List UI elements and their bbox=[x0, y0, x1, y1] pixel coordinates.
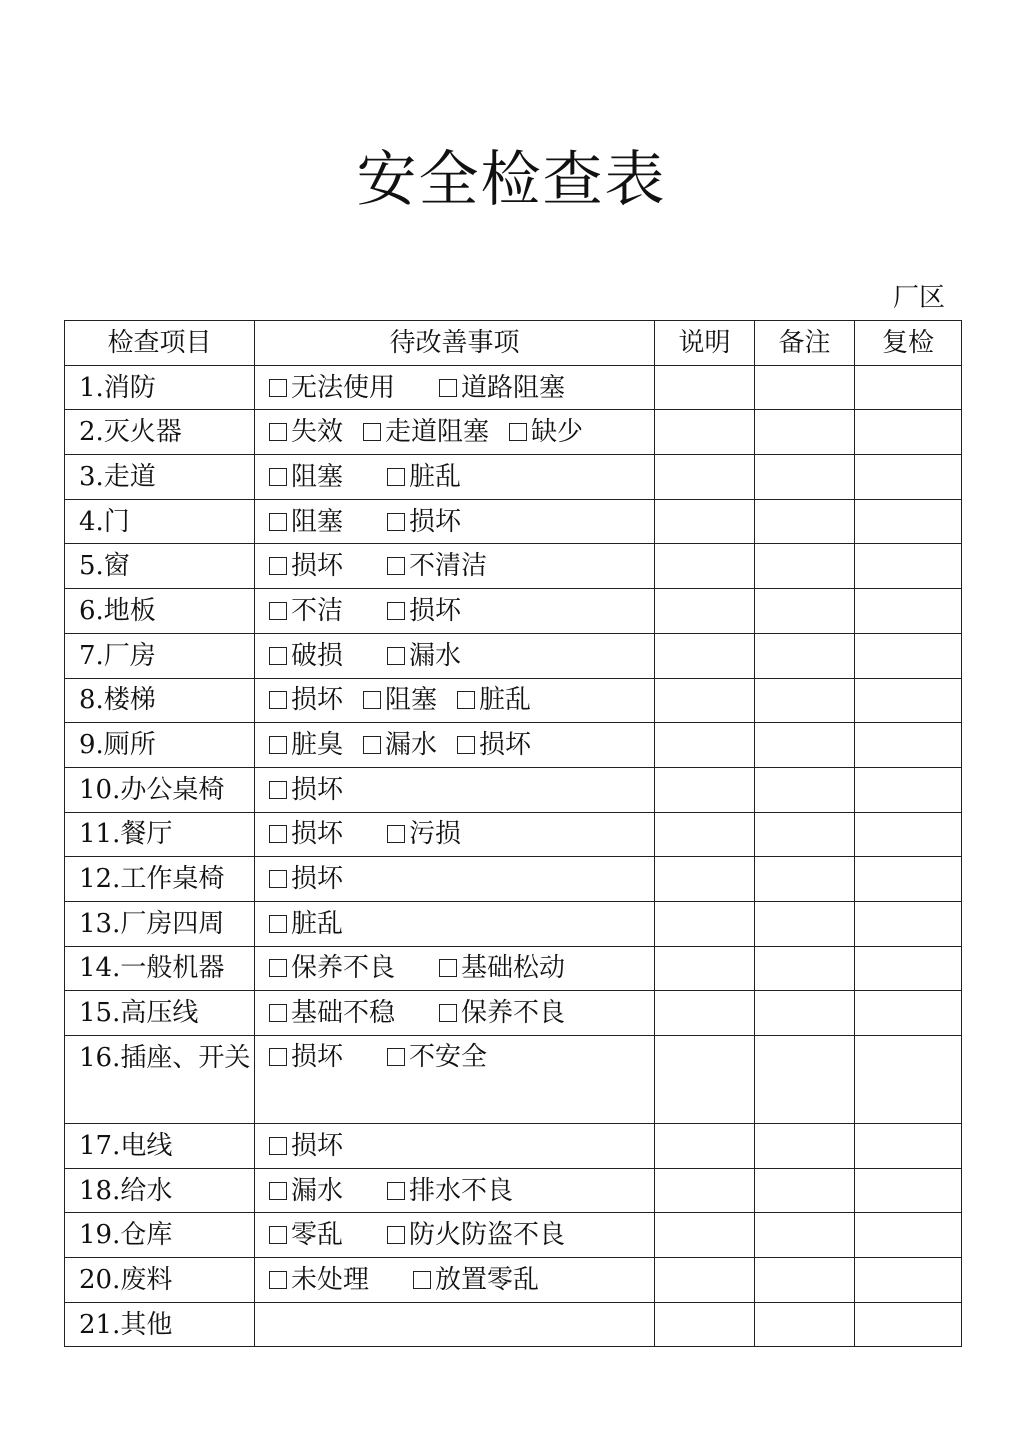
checkbox-icon[interactable] bbox=[269, 1137, 287, 1155]
issue-option[interactable] bbox=[457, 679, 531, 721]
issue-options bbox=[255, 723, 655, 768]
table-row bbox=[65, 857, 962, 902]
issue-option-label: 漏水 bbox=[409, 640, 462, 671]
description-cell[interactable] bbox=[655, 589, 755, 634]
description-cell[interactable] bbox=[655, 812, 755, 857]
check-item: 17.电线 bbox=[65, 1124, 255, 1169]
remarks-cell[interactable] bbox=[755, 991, 855, 1036]
recheck-cell[interactable] bbox=[855, 991, 962, 1036]
issue-option[interactable] bbox=[269, 1170, 343, 1212]
table-header-row bbox=[65, 321, 962, 366]
issue-options bbox=[255, 589, 655, 634]
description-cell[interactable] bbox=[655, 1258, 755, 1303]
remarks-cell[interactable] bbox=[755, 1258, 855, 1303]
issue-options bbox=[255, 633, 655, 678]
check-item: 3.走道 bbox=[65, 455, 255, 500]
checkbox-icon[interactable] bbox=[387, 825, 405, 843]
recheck-cell[interactable] bbox=[855, 1302, 962, 1347]
checkbox-icon[interactable] bbox=[269, 1271, 287, 1289]
issue-option[interactable] bbox=[269, 635, 343, 677]
issue-option[interactable] bbox=[269, 724, 343, 766]
remarks-cell[interactable] bbox=[755, 365, 855, 410]
check-item: 12.工作桌椅 bbox=[65, 857, 255, 902]
checkbox-icon[interactable] bbox=[439, 1004, 457, 1022]
checkbox-icon[interactable] bbox=[363, 736, 381, 754]
issue-option-label: 损坏 bbox=[291, 819, 344, 850]
description-cell[interactable] bbox=[655, 633, 755, 678]
area-label: 厂区 bbox=[892, 283, 945, 313]
check-item: 20.废料 bbox=[65, 1258, 255, 1303]
safety-check-table bbox=[64, 320, 962, 1347]
issue-option-label: 损坏 bbox=[409, 506, 462, 537]
description-cell[interactable] bbox=[655, 365, 755, 410]
issue-option-label: 零乱 bbox=[291, 1220, 344, 1251]
issue-options bbox=[255, 812, 655, 857]
table-body bbox=[65, 365, 962, 1347]
description-cell[interactable] bbox=[655, 1124, 755, 1169]
remarks-cell[interactable] bbox=[755, 857, 855, 902]
issue-options bbox=[255, 455, 655, 500]
header-remarks: 备注 bbox=[755, 321, 855, 366]
description-cell[interactable] bbox=[655, 1213, 755, 1258]
issue-options bbox=[255, 991, 655, 1036]
description-cell[interactable] bbox=[655, 499, 755, 544]
remarks-cell[interactable] bbox=[755, 946, 855, 991]
check-item: 14.一般机器 bbox=[65, 946, 255, 991]
remarks-cell[interactable] bbox=[755, 633, 855, 678]
table-row bbox=[65, 589, 962, 634]
checkbox-icon[interactable] bbox=[269, 379, 287, 397]
checkbox-icon[interactable] bbox=[413, 1271, 431, 1289]
checkbox-icon[interactable] bbox=[269, 825, 287, 843]
issue-option-label: 保养不良 bbox=[461, 998, 566, 1029]
check-item: 16.插座、开关 bbox=[65, 1036, 255, 1124]
issue-option[interactable] bbox=[457, 724, 531, 766]
issue-option-label: 损坏 bbox=[409, 595, 462, 626]
issue-option[interactable] bbox=[387, 590, 461, 632]
issue-option[interactable] bbox=[269, 992, 395, 1034]
header-issues: 待改善事项 bbox=[255, 321, 655, 366]
table-row bbox=[65, 499, 962, 544]
issue-option-label: 脏乱 bbox=[479, 685, 532, 716]
issue-option[interactable] bbox=[269, 1214, 343, 1256]
table-row bbox=[65, 544, 962, 589]
issue-option-label: 阻塞 bbox=[291, 506, 344, 537]
description-cell[interactable] bbox=[655, 544, 755, 589]
issue-option[interactable] bbox=[269, 456, 343, 498]
table-row bbox=[65, 812, 962, 857]
checkbox-icon[interactable] bbox=[269, 870, 287, 888]
table-row bbox=[65, 1036, 962, 1124]
remarks-cell[interactable] bbox=[755, 455, 855, 500]
checkbox-icon[interactable] bbox=[387, 1048, 405, 1066]
issue-option-label: 污损 bbox=[409, 819, 462, 850]
issue-option-label: 损坏 bbox=[479, 730, 532, 761]
checkbox-icon[interactable] bbox=[363, 691, 381, 709]
issue-option-label: 损坏 bbox=[291, 1130, 344, 1161]
issue-option-label: 保养不良 bbox=[291, 953, 396, 984]
checkbox-icon[interactable] bbox=[269, 1226, 287, 1244]
checkbox-icon[interactable] bbox=[269, 468, 287, 486]
remarks-cell[interactable] bbox=[755, 901, 855, 946]
issue-option[interactable] bbox=[363, 679, 437, 721]
issue-option-label: 阻塞 bbox=[385, 685, 438, 716]
check-item: 7.厂房 bbox=[65, 633, 255, 678]
issue-option-label: 不清洁 bbox=[409, 551, 488, 582]
remarks-cell[interactable] bbox=[755, 767, 855, 812]
remarks-cell[interactable] bbox=[755, 499, 855, 544]
issue-option[interactable] bbox=[439, 367, 565, 409]
checkbox-icon[interactable] bbox=[387, 468, 405, 486]
recheck-cell[interactable] bbox=[855, 812, 962, 857]
table-row bbox=[65, 1124, 962, 1169]
issue-option-label: 损坏 bbox=[291, 685, 344, 716]
issue-option-label: 漏水 bbox=[385, 730, 438, 761]
issue-option[interactable] bbox=[363, 724, 437, 766]
check-item: 11.餐厅 bbox=[65, 812, 255, 857]
checkbox-icon[interactable] bbox=[387, 602, 405, 620]
issue-option-label: 缺少 bbox=[531, 417, 584, 448]
remarks-cell[interactable] bbox=[755, 1168, 855, 1213]
issue-option[interactable] bbox=[387, 456, 461, 498]
issue-option-label: 放置零乱 bbox=[435, 1264, 540, 1295]
recheck-cell[interactable] bbox=[855, 1124, 962, 1169]
recheck-cell[interactable] bbox=[855, 499, 962, 544]
issue-options bbox=[255, 1302, 655, 1347]
recheck-cell[interactable] bbox=[855, 857, 962, 902]
table-row bbox=[65, 1213, 962, 1258]
issue-option-label: 脏乱 bbox=[409, 461, 462, 492]
check-item: 5.窗 bbox=[65, 544, 255, 589]
description-cell[interactable] bbox=[655, 991, 755, 1036]
recheck-cell[interactable] bbox=[855, 901, 962, 946]
checkbox-icon[interactable] bbox=[387, 513, 405, 531]
issue-option[interactable] bbox=[363, 411, 489, 453]
remarks-cell[interactable] bbox=[755, 1213, 855, 1258]
checkbox-icon[interactable] bbox=[509, 423, 527, 441]
issue-options bbox=[255, 946, 655, 991]
recheck-cell[interactable] bbox=[855, 678, 962, 723]
issue-option-label: 走道阻塞 bbox=[385, 417, 490, 448]
issue-option-label: 不洁 bbox=[291, 595, 344, 626]
recheck-cell[interactable] bbox=[855, 365, 962, 410]
checkbox-icon[interactable] bbox=[363, 423, 381, 441]
header-recheck: 复检 bbox=[855, 321, 962, 366]
remarks-cell[interactable] bbox=[755, 544, 855, 589]
issue-option-label: 损坏 bbox=[291, 551, 344, 582]
description-cell[interactable] bbox=[655, 857, 755, 902]
checkbox-icon[interactable] bbox=[387, 1226, 405, 1244]
issue-options bbox=[255, 857, 655, 902]
description-cell[interactable] bbox=[655, 767, 755, 812]
description-cell[interactable] bbox=[655, 946, 755, 991]
table-row bbox=[65, 767, 962, 812]
recheck-cell[interactable] bbox=[855, 767, 962, 812]
check-item: 19.仓库 bbox=[65, 1213, 255, 1258]
issue-option[interactable] bbox=[439, 992, 565, 1034]
issue-option-label: 破损 bbox=[291, 640, 344, 671]
issue-options bbox=[255, 678, 655, 723]
issue-options bbox=[255, 767, 655, 812]
check-item: 4.门 bbox=[65, 499, 255, 544]
checkbox-icon[interactable] bbox=[269, 736, 287, 754]
issue-options bbox=[255, 1213, 655, 1258]
issue-options bbox=[255, 901, 655, 946]
description-cell[interactable] bbox=[655, 455, 755, 500]
issue-option-label: 防火防盗不良 bbox=[409, 1220, 566, 1251]
description-cell[interactable] bbox=[655, 901, 755, 946]
recheck-cell[interactable] bbox=[855, 1168, 962, 1213]
checkbox-icon[interactable] bbox=[269, 423, 287, 441]
issue-option[interactable] bbox=[269, 858, 343, 900]
checkbox-icon[interactable] bbox=[387, 557, 405, 575]
checkbox-icon[interactable] bbox=[269, 1048, 287, 1066]
issue-options bbox=[255, 1168, 655, 1213]
issue-option-label: 基础不稳 bbox=[291, 998, 396, 1029]
description-cell[interactable] bbox=[655, 678, 755, 723]
issue-option-label: 阻塞 bbox=[291, 461, 344, 492]
description-cell[interactable] bbox=[655, 723, 755, 768]
check-item: 15.高压线 bbox=[65, 991, 255, 1036]
check-item: 1.消防 bbox=[65, 365, 255, 410]
checkbox-icon[interactable] bbox=[269, 781, 287, 799]
issue-option[interactable] bbox=[387, 635, 461, 677]
table-row bbox=[65, 901, 962, 946]
check-item: 13.厂房四周 bbox=[65, 901, 255, 946]
issue-option[interactable] bbox=[387, 1036, 487, 1078]
issue-option-label: 损坏 bbox=[291, 774, 344, 805]
check-item: 6.地板 bbox=[65, 589, 255, 634]
issue-option-label: 损坏 bbox=[291, 1042, 344, 1072]
description-cell[interactable] bbox=[655, 410, 755, 455]
issue-option[interactable] bbox=[269, 411, 343, 453]
remarks-cell[interactable] bbox=[755, 1124, 855, 1169]
checkbox-icon[interactable] bbox=[457, 691, 475, 709]
check-item: 2.灭火器 bbox=[65, 410, 255, 455]
issue-option[interactable] bbox=[509, 411, 583, 453]
checkbox-icon[interactable] bbox=[269, 915, 287, 933]
issue-option[interactable] bbox=[439, 947, 565, 989]
issue-option[interactable] bbox=[413, 1259, 539, 1301]
issue-options bbox=[255, 1258, 655, 1303]
checkbox-icon[interactable] bbox=[269, 959, 287, 977]
header-item: 检查项目 bbox=[65, 321, 255, 366]
recheck-cell[interactable] bbox=[855, 723, 962, 768]
issue-option[interactable] bbox=[269, 903, 343, 945]
recheck-cell[interactable] bbox=[855, 1258, 962, 1303]
remarks-cell[interactable] bbox=[755, 812, 855, 857]
table-row bbox=[65, 946, 962, 991]
recheck-cell[interactable] bbox=[855, 1213, 962, 1258]
recheck-cell[interactable] bbox=[855, 589, 962, 634]
issue-options bbox=[255, 499, 655, 544]
issue-options bbox=[255, 365, 655, 410]
issue-option[interactable] bbox=[269, 590, 343, 632]
issue-option[interactable] bbox=[269, 679, 343, 721]
issue-option[interactable] bbox=[387, 813, 461, 855]
table-row bbox=[65, 1258, 962, 1303]
checkbox-icon[interactable] bbox=[269, 557, 287, 575]
issue-option-label: 失效 bbox=[291, 417, 344, 448]
description-cell[interactable] bbox=[655, 1168, 755, 1213]
issue-option[interactable] bbox=[269, 1036, 343, 1078]
checkbox-icon[interactable] bbox=[387, 647, 405, 665]
table-row bbox=[65, 1302, 962, 1347]
check-item: 10.办公桌椅 bbox=[65, 767, 255, 812]
check-item: 9.厕所 bbox=[65, 723, 255, 768]
recheck-cell[interactable] bbox=[855, 544, 962, 589]
check-item: 18.给水 bbox=[65, 1168, 255, 1213]
table-row bbox=[65, 633, 962, 678]
checkbox-icon[interactable] bbox=[269, 513, 287, 531]
page-title: 安全检查表 bbox=[356, 145, 667, 215]
issue-option[interactable] bbox=[387, 1214, 565, 1256]
issue-option-label: 无法使用 bbox=[291, 372, 396, 403]
remarks-cell[interactable] bbox=[755, 589, 855, 634]
recheck-cell[interactable] bbox=[855, 455, 962, 500]
issue-options bbox=[255, 544, 655, 589]
issue-option[interactable] bbox=[387, 545, 487, 587]
table-row bbox=[65, 991, 962, 1036]
checkbox-icon[interactable] bbox=[439, 959, 457, 977]
issue-option-label: 未处理 bbox=[291, 1264, 370, 1295]
table-row bbox=[65, 723, 962, 768]
issue-option[interactable] bbox=[269, 947, 395, 989]
checkbox-icon[interactable] bbox=[387, 1182, 405, 1200]
checkbox-icon[interactable] bbox=[269, 602, 287, 620]
recheck-cell[interactable] bbox=[855, 633, 962, 678]
issue-option-label: 排水不良 bbox=[409, 1175, 514, 1206]
issue-option-label: 不安全 bbox=[409, 1042, 488, 1072]
issue-options bbox=[255, 410, 655, 455]
checkbox-icon[interactable] bbox=[269, 647, 287, 665]
checkbox-icon[interactable] bbox=[269, 691, 287, 709]
checkbox-icon[interactable] bbox=[269, 1182, 287, 1200]
issue-options bbox=[255, 1124, 655, 1169]
issue-option[interactable] bbox=[387, 1170, 513, 1212]
check-item: 21.其他 bbox=[65, 1302, 255, 1347]
issue-option[interactable] bbox=[269, 813, 343, 855]
issue-option[interactable] bbox=[269, 769, 343, 811]
recheck-cell[interactable] bbox=[855, 1036, 962, 1124]
issue-option-label: 漏水 bbox=[291, 1175, 344, 1206]
table-row bbox=[65, 365, 962, 410]
issue-option-label: 道路阻塞 bbox=[461, 372, 566, 403]
issue-option[interactable] bbox=[269, 501, 343, 543]
checkbox-icon[interactable] bbox=[269, 1004, 287, 1022]
issue-option[interactable] bbox=[387, 501, 461, 543]
description-cell[interactable] bbox=[655, 1036, 755, 1124]
issue-option-label: 损坏 bbox=[291, 864, 344, 895]
remarks-cell[interactable] bbox=[755, 1036, 855, 1124]
table-row bbox=[65, 678, 962, 723]
header-description: 说明 bbox=[655, 321, 755, 366]
issue-option[interactable] bbox=[269, 1259, 369, 1301]
remarks-cell[interactable] bbox=[755, 723, 855, 768]
remarks-cell[interactable] bbox=[755, 678, 855, 723]
recheck-cell[interactable] bbox=[855, 946, 962, 991]
table-row bbox=[65, 1168, 962, 1213]
issue-option-label: 脏乱 bbox=[291, 908, 344, 939]
remarks-cell[interactable] bbox=[755, 410, 855, 455]
description-cell[interactable] bbox=[655, 1302, 755, 1347]
issue-option-label: 脏臭 bbox=[291, 730, 344, 761]
table-row bbox=[65, 455, 962, 500]
recheck-cell[interactable] bbox=[855, 410, 962, 455]
checkbox-icon[interactable] bbox=[439, 379, 457, 397]
issue-option[interactable] bbox=[269, 1125, 343, 1167]
remarks-cell[interactable] bbox=[755, 1302, 855, 1347]
check-item: 8.楼梯 bbox=[65, 678, 255, 723]
issue-options bbox=[255, 1036, 655, 1124]
checkbox-icon[interactable] bbox=[457, 736, 475, 754]
issue-option-label: 基础松动 bbox=[461, 953, 566, 984]
issue-option[interactable] bbox=[269, 367, 395, 409]
table-row bbox=[65, 410, 962, 455]
issue-option[interactable] bbox=[269, 545, 343, 587]
